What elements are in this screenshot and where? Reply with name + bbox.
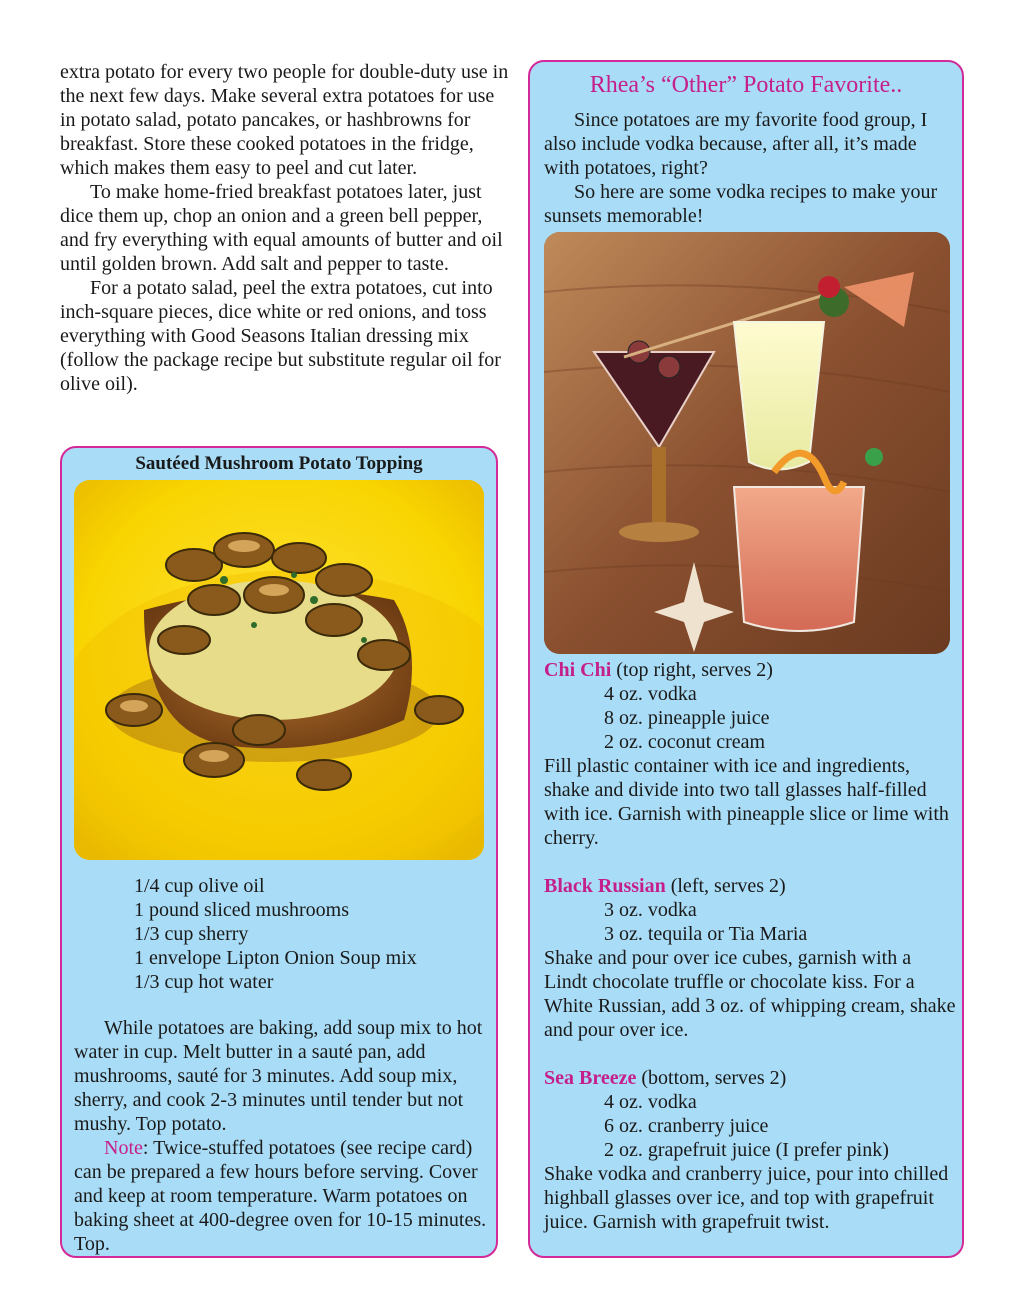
ingredient-item: 1/4 cup olive oil xyxy=(134,875,265,897)
intro-paragraph-1: extra potato for every two people for double-duty use in the next few days. Make several extra potatoes for use in potato salad, potato pancakes, or hashbrowns for breakfast. Store these cooked potatoes in the fridge, which makes them easy to peel and cut later. xyxy=(60,61,509,179)
ingredient-item: 1/3 cup sherry xyxy=(134,923,249,945)
note-text: : Twice-stuffed potatoes (see recipe card) can be prepared a few hours before serving. Cover and keep at room temperature. Warm potatoes on baking sheet at 400-degree oven for 10-15 minutes. Top. xyxy=(74,1137,487,1255)
mushroom-ingredients-list xyxy=(134,874,417,994)
recipe-ingredient: 4 oz. vodka xyxy=(604,1091,697,1113)
recipe-heading xyxy=(544,1066,958,1090)
ingredient-item: 1 envelope Lipton Onion Soup mix xyxy=(134,947,417,969)
recipe-heading xyxy=(544,874,958,898)
mushroom-potato-photo xyxy=(74,480,484,860)
note-label: Note xyxy=(104,1137,143,1159)
recipe-chi-chi xyxy=(544,658,958,850)
recipe-sea-breeze xyxy=(544,1066,958,1234)
recipe-detail: (top right, serves 2) xyxy=(611,659,773,681)
intro-paragraph-3: For a potato salad, peel the extra potatoes, cut into inch-square pieces, dice white or red onions, and toss everything with Good Seasons Italian dressing mix (follow the package recipe but substitute regular oil for olive oil). xyxy=(60,277,501,395)
recipe-black-russian xyxy=(544,874,958,1042)
recipe-ingredient: 2 oz. coconut cream xyxy=(604,731,766,753)
cocktails-illustration xyxy=(544,232,950,654)
recipe-ingredient: 4 oz. vodka xyxy=(604,683,697,705)
recipe-name: Black Russian xyxy=(544,875,666,897)
mushroom-card-title: Sautéed Mushroom Potato Topping xyxy=(135,453,423,474)
recipe-ingredient: 3 oz. tequila or Tia Maria xyxy=(604,923,808,945)
mushroom-steps-text: While potatoes are baking, add soup mix to hot water in cup. Melt butter in a sauté pan, add mushrooms, sauté for 3 minutes. Add soup mix, sherry, and cook 2-3 minutes until tender but not mushy. Top potato. xyxy=(74,1017,483,1135)
recipe-detail: (left, serves 2) xyxy=(665,875,786,897)
recipe-ingredient: 8 oz. pineapple juice xyxy=(604,707,770,729)
left-intro-text xyxy=(60,60,510,396)
rhea-vodka-card xyxy=(528,60,964,1258)
rhea-intro-text xyxy=(544,108,954,228)
recipe-name: Sea Breeze xyxy=(544,1067,637,1089)
recipe-directions: Shake and pour over ice cubes, garnish with a Lindt chocolate truffle or chocolate kiss. For a White Russian, add 3 oz. of whipping cream, shake and pour over ice. xyxy=(544,947,956,1041)
cocktails-photo xyxy=(544,232,950,654)
recipe-ingredient: 3 oz. vodka xyxy=(604,899,697,921)
rhea-card-title: Rhea’s “Other” Potato Favorite.. xyxy=(589,72,903,98)
rhea-intro-paragraph-1: Since potatoes are my favorite food group, I also include vodka because, after all, it’s made with potatoes, right? xyxy=(544,109,928,179)
mushroom-directions xyxy=(74,1016,494,1256)
ingredient-item: 1/3 cup hot water xyxy=(134,971,274,993)
mushroom-topping-card xyxy=(60,446,498,1258)
mushroom-note xyxy=(74,1136,494,1256)
mushroom-potato-illustration xyxy=(74,480,484,860)
recipe-ingredient: 2 oz. grapefruit juice (I prefer pink) xyxy=(604,1139,889,1161)
ingredient-item: 1 pound sliced mushrooms xyxy=(134,899,349,921)
recipe-directions: Shake vodka and cranberry juice, pour into chilled highball glasses over ice, and top with grapefruit juice. Garnish with grapefruit twist. xyxy=(544,1163,949,1233)
recipe-ingredient: 6 oz. cranberry juice xyxy=(604,1115,769,1137)
recipe-heading xyxy=(544,658,958,682)
rhea-intro-paragraph-2: So here are some vodka recipes to make your sunsets memorable! xyxy=(544,181,938,227)
recipe-name: Chi Chi xyxy=(544,659,612,681)
intro-paragraph-2: To make home-fried breakfast potatoes later, just dice them up, chop an onion and a green bell pepper, and fry everything with equal amounts of butter and oil until golden brown. Add salt and pepper to taste. xyxy=(60,181,503,275)
recipe-directions: Fill plastic container with ice and ingredients, shake and divide into two tall glasses half-filled with ice. Garnish with pineapple slice or lime with cherry. xyxy=(544,755,949,849)
recipe-detail: (bottom, serves 2) xyxy=(636,1067,787,1089)
